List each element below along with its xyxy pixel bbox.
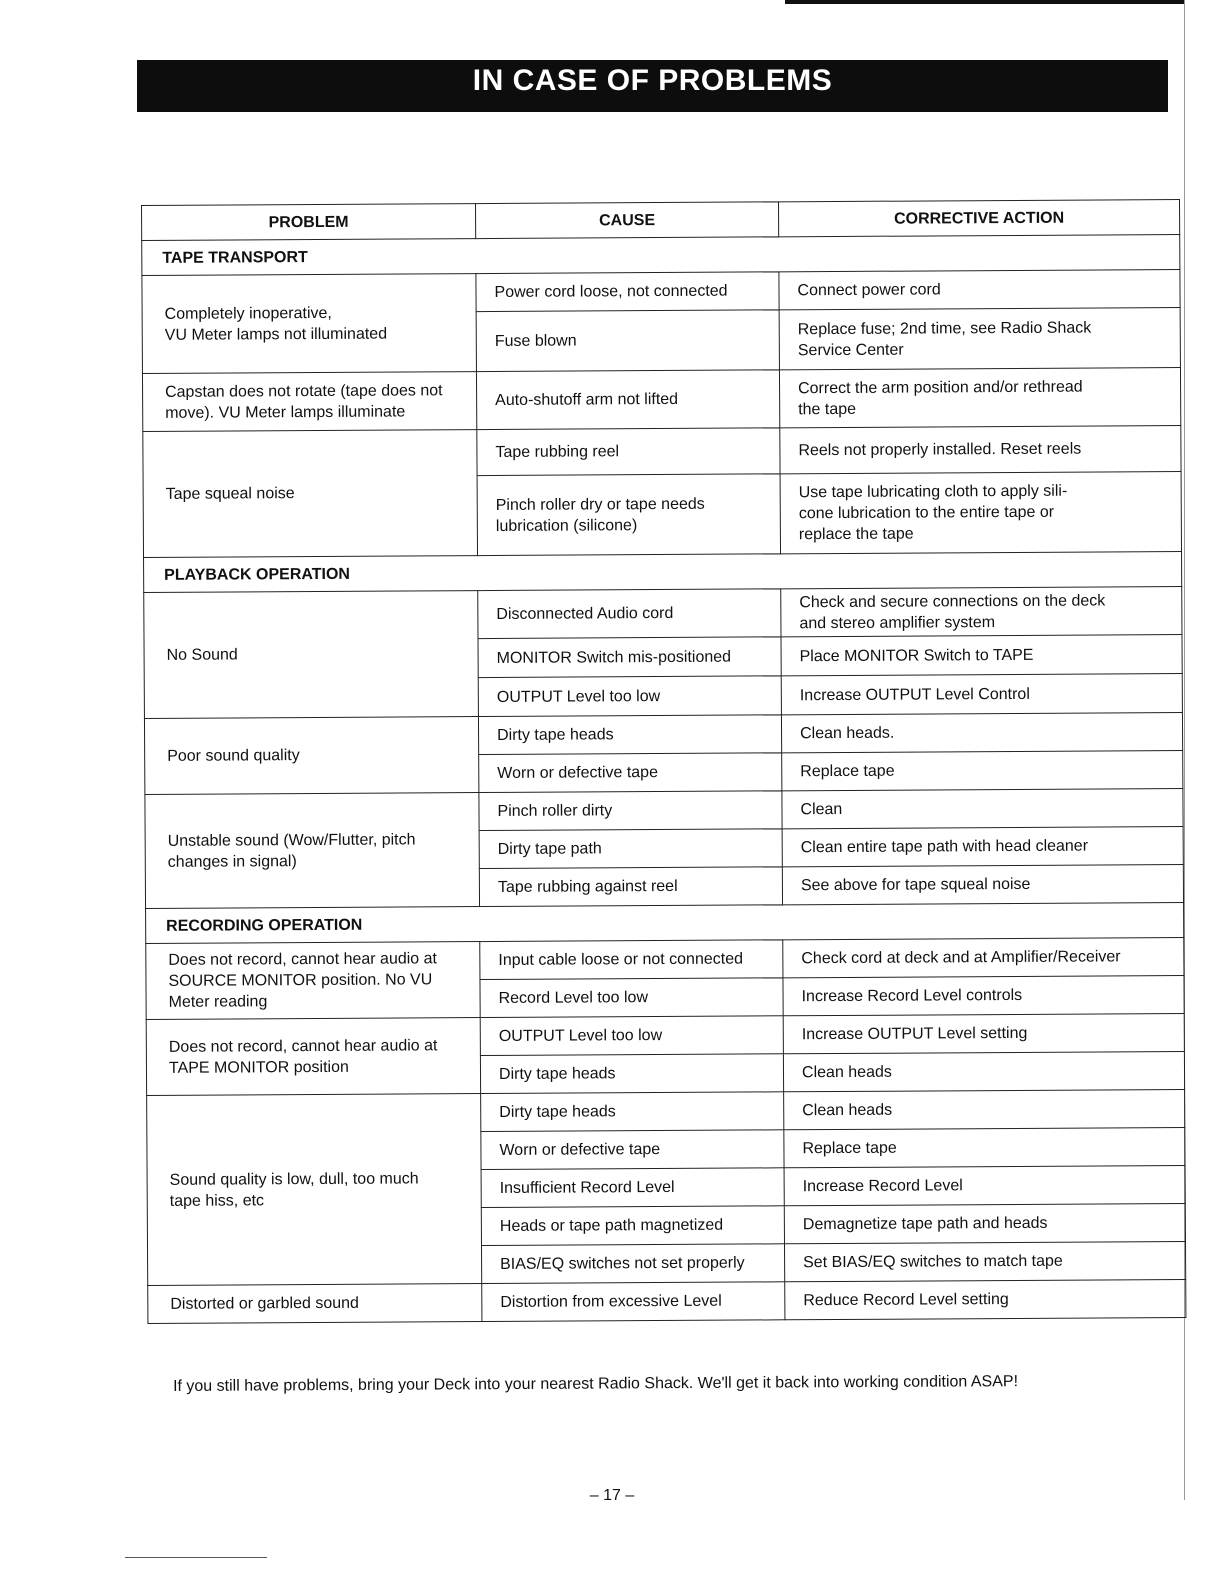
problem-cell: Poor sound quality — [144, 717, 478, 795]
cause-cell: Distortion from excessive Level — [482, 1282, 785, 1322]
bottom-edge-mark — [125, 1557, 267, 1558]
problem-cell: Unstable sound (Wow/Flutter, pitch changes in signal) — [145, 793, 480, 909]
cause-cell: Power cord loose, not connected — [476, 272, 779, 312]
action-cell: Increase Record Level — [784, 1166, 1185, 1206]
action-cell: Clean heads. — [781, 713, 1182, 753]
table-row — [143, 426, 1181, 478]
cause-cell: OUTPUT Level too low — [478, 676, 781, 717]
header-problem: PROBLEM — [142, 204, 476, 241]
problem-cell: Tape squeal noise — [143, 430, 478, 558]
header-corrective-action: CORRECTIVE ACTION — [778, 200, 1179, 237]
cause-cell: Dirty tape path — [479, 829, 782, 869]
action-cell: Check and secure connections on the deck and stereo amplifier system — [781, 587, 1182, 637]
troubleshooting-table-wrapper — [141, 199, 1185, 1324]
table-row — [148, 1280, 1186, 1324]
problem-cell: No Sound — [144, 591, 479, 719]
action-cell: Reduce Record Level setting — [785, 1280, 1186, 1320]
action-cell: Check cord at deck and at Amplifier/Receiver — [783, 938, 1184, 978]
cause-cell: Input cable loose or not connected — [480, 940, 783, 980]
cause-cell: Record Level too low — [480, 978, 783, 1018]
section-row — [146, 903, 1184, 944]
action-cell: Replace tape — [784, 1128, 1185, 1168]
problem-cell: Does not record, cannot hear audio at TAPE MONITOR position — [146, 1018, 480, 1096]
page-number: – 17 – — [589, 1487, 635, 1504]
header-row — [142, 200, 1180, 241]
action-cell: Set BIAS/EQ switches to match tape — [784, 1242, 1185, 1282]
cause-cell: Tape rubbing reel — [477, 428, 780, 476]
section-playback-operation: PLAYBACK OPERATION — [144, 552, 1182, 593]
troubleshooting-table — [141, 199, 1186, 1324]
action-cell: Increase Record Level controls — [783, 976, 1184, 1016]
table-row — [144, 713, 1182, 757]
cause-cell: Tape rubbing against reel — [479, 867, 782, 907]
action-cell: Replace fuse; 2nd time, see Radio Shack Service Center — [779, 308, 1180, 370]
cause-cell: Worn or defective tape — [481, 1130, 784, 1170]
table-row — [146, 938, 1184, 982]
action-cell: Clean entire tape path with head cleaner — [782, 827, 1183, 867]
action-cell: Demagnetize tape path and heads — [784, 1204, 1185, 1244]
action-cell: Increase OUTPUT Level setting — [783, 1014, 1184, 1054]
cause-cell: OUTPUT Level too low — [480, 1016, 783, 1056]
cause-cell: Auto-shutoff arm not lifted — [476, 370, 779, 430]
footer-note: If you still have problems, bring your Deck into your nearest Radio Shack. We'll get it back into working condition ASAP! — [173, 1373, 1019, 1395]
problem-cell: Capstan does not rotate (tape does not move). VU Meter lamps illuminate — [142, 372, 476, 432]
table-row — [146, 1014, 1184, 1058]
page-title: IN CASE OF PROBLEMS — [472, 64, 833, 97]
action-cell: Clean heads — [784, 1090, 1185, 1130]
table-row — [142, 270, 1180, 314]
cause-cell: MONITOR Switch mis-positioned — [478, 637, 781, 678]
problem-cell: Sound quality is low, dull, too much tape hiss, etc — [147, 1094, 482, 1286]
cause-cell: Worn or defective tape — [479, 753, 782, 793]
action-cell: Clean — [782, 789, 1183, 829]
cause-cell: Heads or tape path magnetized — [481, 1206, 784, 1246]
cause-cell: Pinch roller dirty — [479, 791, 782, 831]
cause-cell: Pinch roller dry or tape needs lubrication (silicone) — [477, 474, 780, 556]
action-cell: Replace tape — [782, 751, 1183, 791]
cause-cell: Fuse blown — [476, 310, 779, 372]
section-tape-transport: TAPE TRANSPORT — [142, 235, 1180, 276]
problem-cell: Completely inoperative, VU Meter lamps not illuminated — [142, 274, 477, 374]
table-row — [145, 789, 1183, 833]
table-row — [144, 587, 1182, 641]
problem-cell: Distorted or garbled sound — [148, 1284, 482, 1324]
action-cell: Clean heads — [783, 1052, 1184, 1092]
action-cell: Place MONITOR Switch to TAPE — [781, 635, 1182, 676]
action-cell: Use tape lubricating cloth to apply sili- cone lubrication to the entire tape or replace the tape — [780, 472, 1181, 554]
cause-cell: Dirty tape heads — [478, 715, 781, 755]
action-cell: Reels not properly installed. Reset reels — [780, 426, 1181, 474]
cause-cell: Dirty tape heads — [480, 1054, 783, 1094]
cause-cell: Disconnected Audio cord — [478, 589, 781, 639]
action-cell: Correct the arm position and/or rethread the tape — [779, 368, 1180, 428]
action-cell: Increase OUTPUT Level Control — [781, 674, 1182, 715]
section-row — [142, 235, 1180, 276]
cause-cell: Dirty tape heads — [481, 1092, 784, 1132]
cause-cell: Insufficient Record Level — [481, 1168, 784, 1208]
top-edge-rule — [785, 0, 1185, 4]
action-cell: Connect power cord — [779, 270, 1180, 310]
header-cause: CAUSE — [475, 202, 778, 239]
page-title-banner — [137, 60, 1168, 112]
action-cell: See above for tape squeal noise — [782, 865, 1183, 905]
section-row — [144, 552, 1182, 593]
cause-cell: BIAS/EQ switches not set properly — [481, 1244, 784, 1284]
table-row — [147, 1090, 1185, 1134]
table-row — [142, 368, 1180, 432]
problem-cell: Does not record, cannot hear audio at SOURCE MONITOR position. No VU Meter reading — [146, 942, 480, 1020]
section-recording-operation: RECORDING OPERATION — [146, 903, 1184, 944]
